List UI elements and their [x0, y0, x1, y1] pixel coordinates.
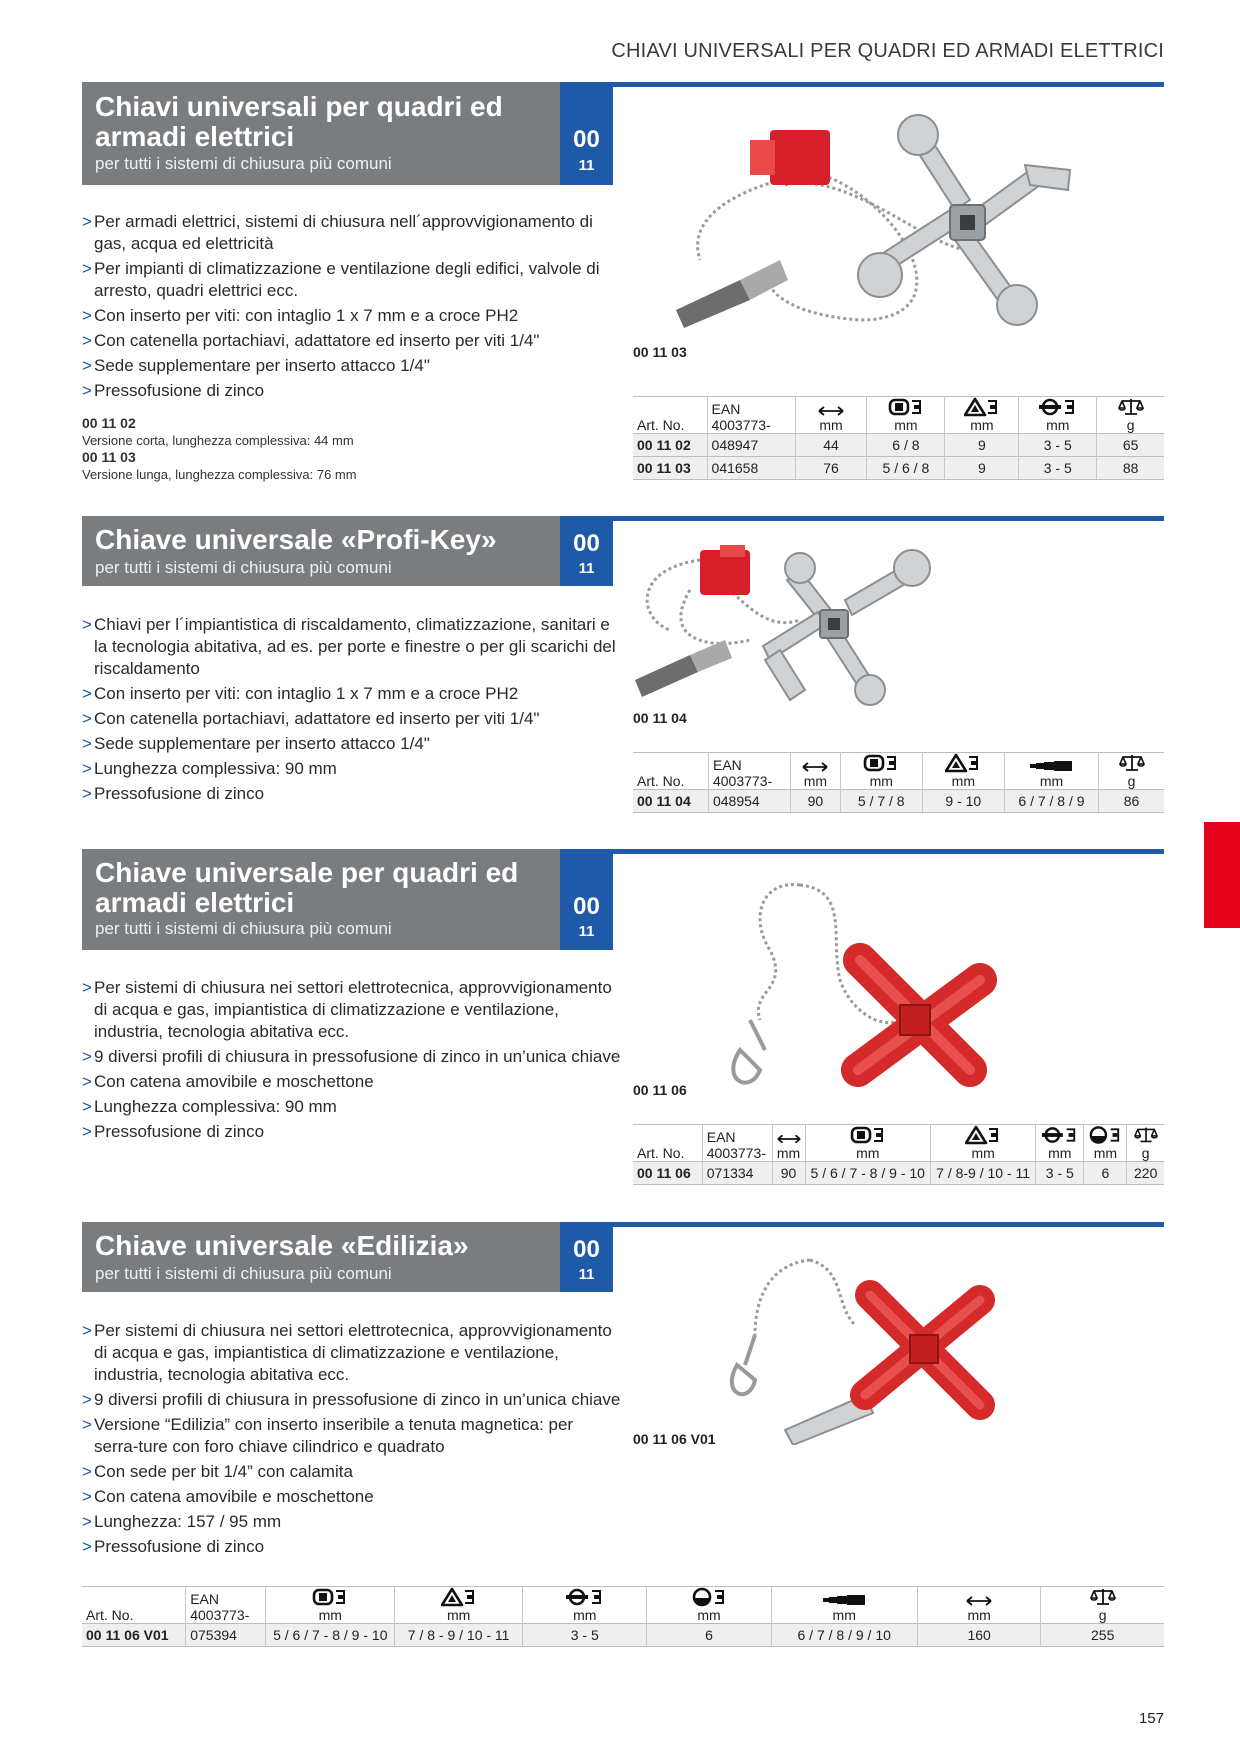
table-header-ean: EAN — [707, 397, 795, 418]
running-head: CHIAVI UNIVERSALI PER QUADRI ED ARMADI ELETTRICI — [611, 40, 1164, 62]
double-bit-socket-icon — [1036, 1125, 1084, 1146]
scale-icon — [1041, 1587, 1164, 1608]
table-header-artno: Art. No. — [633, 417, 707, 434]
section-subtitle: per tutti i sistemi di chiusura più comuni — [95, 154, 392, 173]
section-subtitle: per tutti i sistemi di chiusura più comuni — [95, 558, 392, 577]
double-arrow-icon — [917, 1587, 1041, 1608]
stepped-bit-icon — [1004, 753, 1098, 774]
section-title: Chiave universale per quadri ed armadi elettrici — [95, 857, 519, 918]
table-row: 00 11 06 V01 075394 5 / 6 / 7 - 8 / 9 - 10 7 / 8 - 9 / 10 - 11 3 - 5 6 6 / 7 / 8 / 9 / 10 160 255 — [82, 1624, 1164, 1647]
list-item: > Lunghezza: 157 / 95 mm — [82, 1512, 282, 1531]
feature-list — [82, 211, 622, 405]
product-caption: 00 11 03 — [633, 344, 687, 360]
spec-table: EAN Art. No. 4003773- mm mm mm mm mm g 00 11 06 071334 90 5 / 6 / 7 - 8 / 9 - 10 7 / 8-9 / 10 - 11 3 - 5 6 220 — [633, 1124, 1164, 1185]
square-socket-icon — [266, 1587, 395, 1608]
double-bit-socket-icon — [1019, 397, 1097, 418]
list-item: > Con catena amovibile e moschettone — [82, 1072, 374, 1091]
half-moon-socket-icon — [1084, 1125, 1127, 1146]
list-item: > Con catenella portachiavi, adattatore ed inserto per viti 1/4" — [82, 709, 540, 728]
double-bit-socket-icon — [523, 1587, 647, 1608]
list-item: > Sede supplementare per inserto attacco 1/4" — [82, 356, 430, 375]
section-subtitle: per tutti i sistemi di chiusura più comuni — [95, 1264, 392, 1283]
half-moon-socket-icon — [647, 1587, 771, 1608]
list-item: > Pressofusione di zinco — [82, 1537, 265, 1556]
product-image-001106v01 — [715, 1255, 1015, 1445]
section-rule — [560, 1222, 1164, 1227]
list-item: > 9 diversi profili di chiusura in pressofusione di zinco in un’unica chiave — [82, 1047, 621, 1066]
scale-icon — [1127, 1125, 1164, 1146]
product-caption: 00 11 06 V01 — [633, 1431, 716, 1447]
section-header — [82, 1222, 560, 1292]
double-arrow-icon — [795, 397, 867, 418]
table-row: 00 11 04 048954 90 5 / 7 / 8 9 - 10 6 / 7 / 8 / 9 86 — [633, 790, 1164, 813]
feature-list — [82, 1320, 622, 1561]
triangle-socket-icon — [922, 753, 1004, 774]
product-image-001103 — [670, 110, 1110, 345]
section-rule — [560, 516, 1164, 521]
feature-list — [82, 977, 622, 1146]
list-item: > Pressofusione di zinco — [82, 1122, 265, 1141]
version-notes: 00 11 02 Versione corta, lunghezza complessiva: 44 mm 00 11 03 Versione lunga, lunghezza complessiva: 76 mm — [82, 415, 357, 482]
section-title: Chiave universale «Profi-Key» — [95, 524, 497, 555]
page-number: 157 — [1138, 1710, 1164, 1727]
section-code: 00 11 — [560, 82, 613, 185]
product-image-001106 — [710, 880, 1010, 1100]
list-item: > Pressofusione di zinco — [82, 381, 265, 400]
list-item: > Con sede per bit 1/4” con calamita — [82, 1462, 353, 1481]
list-item: > 9 diversi profili di chiusura in pressofusione di zinco in un’unica chiave — [82, 1390, 621, 1409]
section-header — [82, 82, 560, 185]
triangle-socket-icon — [945, 397, 1019, 418]
list-item: > Per sistemi di chiusura nei settori elettrotecnica, approvvigionamento di acqua e gas, impiantistica di climatizzazione e ventilazione, industria, tecnologia abitativa ecc. — [82, 978, 612, 1041]
list-item: > Con catena amovibile e moschettone — [82, 1487, 374, 1506]
list-item: > Per impianti di climatizzazione e ventilazione degli edifici, valvole di arresto, quadri elettrici ecc. — [82, 259, 600, 300]
square-socket-icon — [805, 1125, 930, 1146]
square-socket-icon — [867, 397, 945, 418]
scale-icon — [1099, 753, 1164, 774]
triangle-socket-icon — [930, 1125, 1035, 1146]
list-item: > Con inserto per viti: con intaglio 1 x 7 mm e a croce PH2 — [82, 684, 519, 703]
section-header — [82, 516, 560, 586]
list-item: > Con catenella portachiavi, adattatore ed inserto per viti 1/4" — [82, 331, 540, 350]
list-item: > Pressofusione di zinco — [82, 784, 265, 803]
list-item: > Chiavi per l´impiantistica di riscaldamento, climatizzazione, sanitari e la tecnologia abitativa, ad es. per porte e finestre o per gli scarichi del riscaldamento — [82, 615, 616, 678]
section-rule — [560, 849, 1164, 854]
scale-icon — [1097, 397, 1164, 418]
section-code: 00 11 — [560, 849, 613, 950]
list-item: > Per sistemi di chiusura nei settori elettrotecnica, approvvigionamento di acqua e gas, impiantistica di climatizzazione e ventilazione, industria, tecnologia abitativa ecc. — [82, 1321, 612, 1384]
section-title: Chiave universale «Edilizia» — [95, 1230, 469, 1261]
product-caption: 00 11 06 — [633, 1082, 687, 1098]
feature-list — [82, 614, 622, 808]
list-item: > Sede supplementare per inserto attacco 1/4" — [82, 734, 430, 753]
section-rule — [560, 82, 1164, 87]
list-item: > Con inserto per viti: con intaglio 1 x 7 mm e a croce PH2 — [82, 306, 519, 325]
product-image-001104 — [630, 540, 1000, 715]
list-item: > Per armadi elettrici, sistemi di chiusura nell´approvvigionamento di gas, acqua ed elettricità — [82, 212, 593, 253]
triangle-socket-icon — [395, 1587, 523, 1608]
double-arrow-icon — [772, 1125, 805, 1146]
section-title: Chiavi universali per quadri ed armadi elettrici — [95, 91, 503, 152]
spec-table: EAN Art. No. 4003773- mm mm mm mm g 00 11 02 048947 44 6 / 8 9 3 - 5 65 00 11 03 041658 76 5 / 6 / 8 9 3 - 5 88 — [633, 396, 1164, 480]
section-code: 00 11 — [560, 1222, 613, 1292]
double-arrow-icon — [791, 753, 841, 774]
section-subtitle: per tutti i sistemi di chiusura più comuni — [95, 919, 392, 938]
table-row: 00 11 03 041658 76 5 / 6 / 8 9 3 - 5 88 — [633, 457, 1164, 480]
table-row: 00 11 06 071334 90 5 / 6 / 7 - 8 / 9 - 10 7 / 8-9 / 10 - 11 3 - 5 6 220 — [633, 1162, 1164, 1185]
spec-table: EAN Art. No. 4003773- mm mm mm mm mm mm g 00 11 06 V01 075394 5 / 6 / 7 - 8 / 9 - 10 7 / 8 - 9 / 10 - 11 3 - 5 6 6 / 7 / 8 / 9 / 10 160 255 — [82, 1586, 1164, 1647]
list-item: > Versione “Edilizia” con inserto inseribile a tenuta magnetica: per serra-ture con foro chiave cilindrico e quadrato — [82, 1415, 574, 1456]
section-code: 00 11 — [560, 516, 613, 586]
square-socket-icon — [840, 753, 922, 774]
stepped-bit-icon — [771, 1587, 917, 1608]
section-header — [82, 849, 560, 950]
list-item: > Lunghezza complessiva: 90 mm — [82, 1097, 337, 1116]
chapter-tab — [1204, 822, 1240, 928]
spec-table: EAN Art. No. 4003773- mm mm mm mm g 00 11 04 048954 90 5 / 7 / 8 9 - 10 6 / 7 / 8 / 9 86 — [633, 752, 1164, 813]
list-item: > Lunghezza complessiva: 90 mm — [82, 759, 337, 778]
table-row: 00 11 02 048947 44 6 / 8 9 3 - 5 65 — [633, 434, 1164, 457]
product-caption: 00 11 04 — [633, 710, 687, 726]
